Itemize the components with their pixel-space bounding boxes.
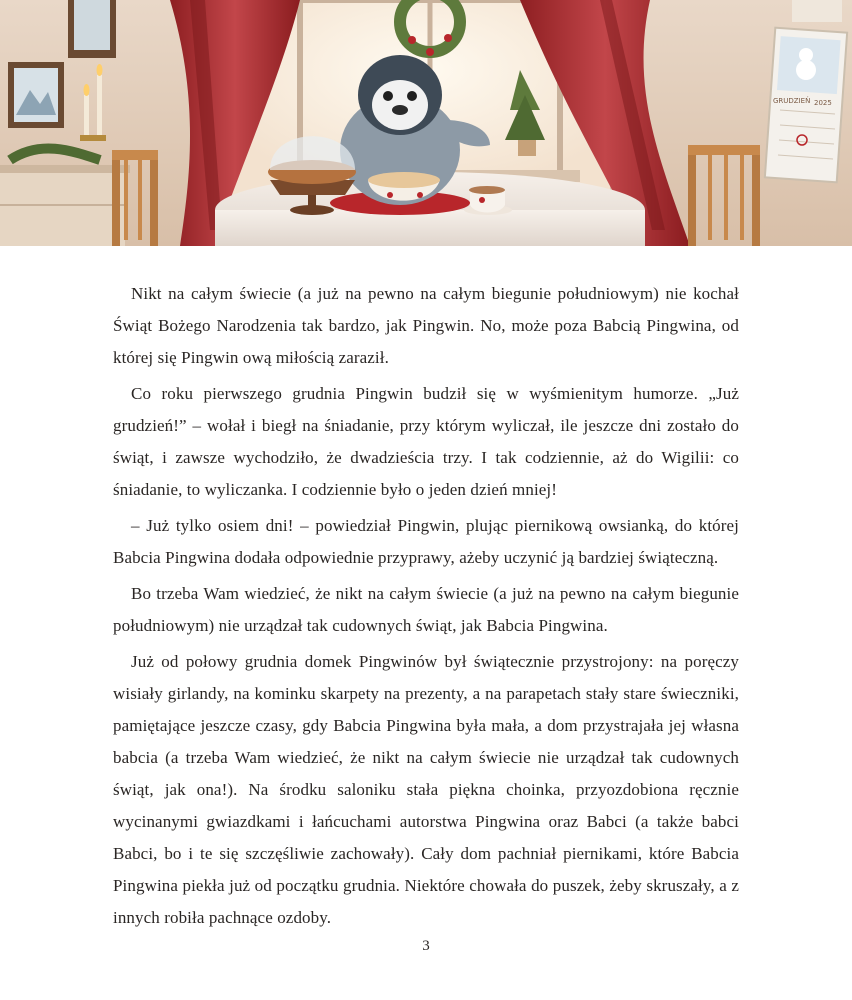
paragraph-2: Co roku pierwszego grudnia Pingwin budził się w wyśmienitym humorze. „Już grudzień!” – wołał i biegł na śniadanie, przy którym wyliczał, ile jeszcze dni zostało do świąt, i zawsze wychodziło, że dwadzieścia trzy. I tak codziennie, aż do Wigilii: co śniadanie, to wyliczanka. I codziennie było o jeden dzień mniej! [113, 384, 739, 499]
paragraph-3: – Już tylko osiem dni! – powiedział Pingwin, plując piernikową owsianką, do której Babcia Pingwina dodała odpowiednie przyprawy, ażeby uczynić ją bardziej świąteczną. [113, 516, 739, 567]
paragraph-4: Bo trzeba Wam wiedzieć, że nikt na całym świecie (a już na pewno na całym biegunie południowym) nie urządzał tak cudownych świąt, jak Babcia Pingwina. [113, 584, 739, 635]
calendar-year-label: 2025 [814, 99, 832, 107]
paragraph-5: Już od połowy grudnia domek Pingwinów był świątecznie przystrojony: na poręczy wisiały girlandy, na kominku skarpety na prezenty, a na parapetach stały stare świeczniki, pamiętające jeszcze czasy, gdy Babcia Pingwina była mała, a dom przystrajała jej własna babcia (a trzeba Wam wiedzieć, że nikt na całym świecie nie urządzał tak cudownych świąt, jak ona!). Na środku saloniku stała piękna choinka, przyozdobiona ręcznie wycinanymi gwiazdkami i łańcuchami autorstwa Pingwina oraz Babci (a także babci Babci, bo i te się szczęśliwie zachowały). Cały dom pachniał piernikami, które Babcia Pingwina piekła już od początku grudnia. Niektóre chowała do puszek, żeby skruszały, a z innych robiła pachnące ozdoby. [113, 652, 739, 927]
calendar-month-label: GRUDZIEŃ [773, 97, 811, 105]
tea-cup [464, 186, 512, 215]
paragraph-1: Nikt na całym świecie (a już na pewno na całym biegunie południowym) nie kochał Świąt Bożego Narodzenia tak bardzo, jak Pingwin. No, może poza Babcią Pingwina, od której się Pingwin ową miłością zaraził. [113, 284, 739, 367]
story-text [113, 278, 739, 938]
header-illustration [0, 0, 852, 246]
photo-strip [792, 0, 842, 22]
wall-picture-frame-top [68, 0, 116, 58]
wall-picture-frame [8, 62, 64, 128]
page-number: 3 [422, 938, 430, 954]
wall-calendar [765, 28, 847, 183]
